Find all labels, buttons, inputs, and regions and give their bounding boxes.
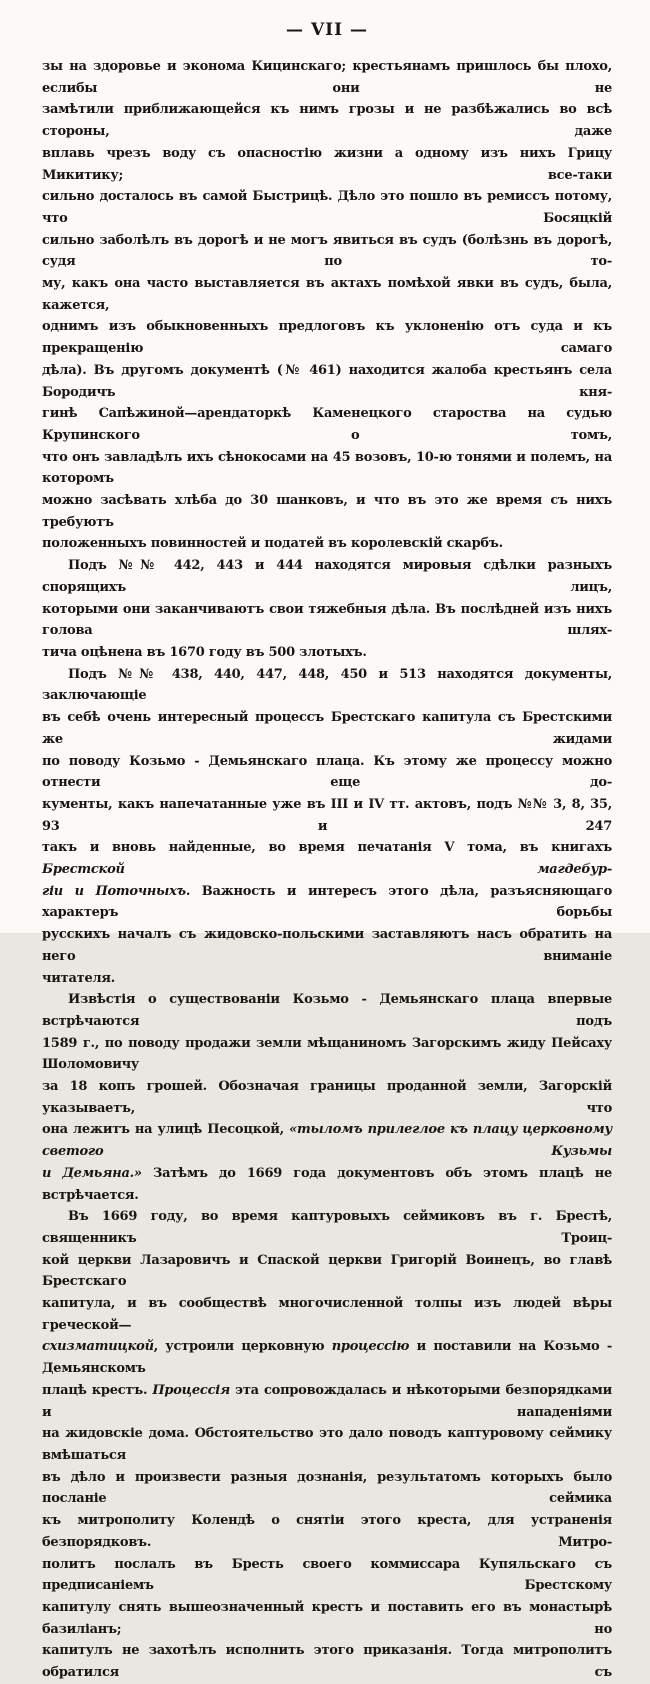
- text-line: [42, 230, 612, 273]
- text-segment: на жидовскіе дома. Обстоятельство это дало поводъ каптуровому сеймику вмѣшаться: [42, 1426, 612, 1463]
- text-line: [42, 490, 612, 533]
- italic-text-segment: гіи и Поточныхъ: [42, 883, 186, 899]
- text-segment: вплавь чрезъ воду съ опасностію жизни а одному изъ нихъ Грицу Микитику; все-таки: [42, 145, 612, 183]
- text-segment: и поставили на Козьмо - Демьянскомъ: [42, 1339, 612, 1377]
- text-line: [42, 1119, 612, 1162]
- text-segment: капитула, и въ сообществѣ многочисленной толпы изъ людей вѣры греческой—: [42, 1296, 612, 1333]
- text-segment: Подъ №№ 442, 443 и 444 находятся мировыя сдѣлки разныхъ спорящихъ лицъ,: [42, 558, 612, 595]
- text-line: [42, 273, 612, 316]
- text-line: [42, 794, 612, 837]
- text-segment: въ дѣло и произвести разныя дознанія, результатомъ которыхъ было посланіе сеймика: [42, 1469, 612, 1507]
- text-line: [42, 1510, 612, 1553]
- text-line: [42, 1336, 612, 1379]
- text-segment: замѣтили приближающейся къ нимъ грозы и не разбѣжались во всѣ стороны, даже: [42, 102, 612, 140]
- italic-text-segment: и Демьяна.»: [42, 1165, 142, 1181]
- text-line: [42, 186, 612, 229]
- text-segment: , устроили церковную: [153, 1339, 332, 1355]
- text-segment: сильно заболѣлъ въ дорогѣ и не могъ явиться въ судъ (болѣзнь въ дорогѣ, судя по то-: [42, 232, 612, 270]
- text-segment: къ митрополиту Колендѣ о снятіи этого креста, для устраненія безпорядковъ. Митро-: [42, 1513, 612, 1550]
- text-segment: она лежитъ на улицѣ Песоцкой,: [42, 1122, 290, 1138]
- text-line: [42, 56, 612, 99]
- text-line: [42, 555, 612, 598]
- text-segment: русскихъ началъ съ жидовско-польскими заставляютъ насъ обратить на него вниманіе: [42, 927, 612, 964]
- text-segment: Въ 1669 году, во время каптуровыхъ сеймиковъ въ г. Брестѣ, священникъ Троиц-: [42, 1209, 612, 1246]
- text-segment: читателя.: [42, 970, 116, 986]
- text-line: [42, 1293, 612, 1336]
- text-line: [42, 1206, 612, 1249]
- italic-text-segment: процессію: [331, 1339, 410, 1355]
- paragraph: [42, 555, 612, 664]
- text-line: [42, 143, 612, 186]
- text-segment: гинѣ Сапѣжиной—арендаторкѣ Каменецкого староства на судью Крупинского о томъ,: [42, 406, 612, 443]
- text-line: [42, 1163, 612, 1206]
- text-line: [42, 1033, 612, 1076]
- text-line: [42, 99, 612, 142]
- text-line: [42, 447, 612, 490]
- paragraph: [42, 1206, 612, 1683]
- text-line: [42, 1640, 612, 1683]
- text-segment: капитулу снять вышеозначенный крестъ и поставить его въ монастырѣ базиліанъ; но: [42, 1599, 612, 1637]
- text-line: [42, 403, 612, 446]
- text-line: [42, 642, 612, 664]
- page-body: [42, 56, 612, 1684]
- text-line: [42, 599, 612, 642]
- text-line: [42, 1597, 612, 1640]
- text-segment: дѣла). Въ другомъ документѣ (№ 461) находится жалоба крестьянъ села Бородичъ кня-: [42, 362, 612, 400]
- italic-text-segment: схизматицкой: [42, 1339, 154, 1355]
- text-segment: за 18 копъ грошей. Обозначая границы проданной земли, Загорскій указываетъ, что: [42, 1079, 612, 1116]
- paragraph: [42, 989, 612, 1206]
- text-segment: кой церкви Лазаровичъ и Спаской церкви Григорій Воинецъ, во главѣ Брестскаго: [42, 1252, 612, 1290]
- text-segment: Затѣмъ до 1669 года документовъ объ этомъ плацѣ не встрѣчается.: [42, 1165, 612, 1203]
- text-line: [42, 1554, 612, 1597]
- text-line: [42, 989, 612, 1032]
- text-segment: что онъ завладѣлъ ихъ сѣнокосами на 45 возовъ, 10-ю тонями и полемъ, на которомъ: [42, 449, 612, 487]
- text-segment: 1589 г., по поводу продажи земли мѣщаниномъ Загорскимъ жиду Пейсаху Шоломовичу: [42, 1035, 612, 1073]
- text-segment: которыми они заканчиваютъ свои тяжебныя дѣла. Въ послѣдней изъ нихъ голова шлях-: [42, 601, 612, 639]
- text-segment: капитулъ не захотѣлъ исполнить этого приказанія. Тогда митрополитъ обратился съ: [42, 1643, 612, 1681]
- text-segment: однимъ изъ обыкновенныхъ предлоговъ къ уклоненію отъ суда и къ прекращенію самаго: [42, 319, 612, 357]
- text-segment: тича оцѣнена въ 1670 году въ 500 злотыхъ.: [42, 644, 367, 660]
- page-number-header: — VII —: [286, 20, 368, 40]
- text-line: [42, 1380, 612, 1423]
- text-line: [42, 881, 612, 924]
- text-segment: положенныхъ повинностей и податей въ королевскій скарбъ.: [42, 536, 503, 552]
- text-segment: . Важность и интересъ этого дѣла, разъясняющаго характеръ борьбы: [42, 883, 612, 921]
- text-segment: Извѣстія о существованіи Козьмо - Демьянскаго плаца впервые встрѣчаются подъ: [42, 992, 612, 1029]
- paragraph: [42, 56, 612, 555]
- text-segment: зы на здоровье и эконома Кицинскаго; крестьянамъ пришлось бы плохо, еслибы они не: [42, 59, 612, 96]
- text-line: [42, 360, 612, 403]
- text-line: [42, 1467, 612, 1510]
- text-segment: по поводу Козьмо - Демьянскаго плаца. Къ этому же процессу можно отнести еще до-: [42, 753, 612, 791]
- text-line: [42, 1076, 612, 1119]
- italic-text-segment: Брестской магдебур-: [42, 862, 612, 878]
- text-line: [42, 1423, 612, 1466]
- text-segment: кументы, какъ напечатанные уже въ III и IV тт. актовъ, подъ №№ 3, 8, 35, 93 и 247: [42, 796, 612, 834]
- text-line: [42, 968, 612, 990]
- text-segment: политъ послалъ въ Бресть своего коммиссара Купяльскаго съ предписаніемъ Брестскому: [42, 1556, 612, 1594]
- text-line: [42, 533, 612, 555]
- text-line: [42, 924, 612, 967]
- text-segment: такъ и вновь найденные, во время печатанія V тома, въ книгахъ: [42, 840, 612, 856]
- text-segment: плацѣ крестъ.: [42, 1382, 153, 1398]
- italic-text-segment: Процессія: [152, 1382, 231, 1398]
- text-segment: эта сопровождалась и нѣкоторыми безпорядками и нападеніями: [42, 1382, 612, 1420]
- text-line: [42, 751, 612, 794]
- text-segment: Подъ №№ 438, 440, 447, 448, 450 и 513 находятся документы, заключающіе: [42, 666, 612, 704]
- text-line: [42, 1250, 612, 1293]
- paragraph: [42, 664, 612, 990]
- text-line: [42, 316, 612, 359]
- text-line: [42, 664, 612, 707]
- text-segment: сильно досталось въ самой Быстрицѣ. Дѣло это пошло въ ремиссъ потому, что Босяцкій: [42, 189, 612, 226]
- text-segment: въ себѣ очень интересный процессъ Брестскаго капитула съ Брестскими же жидами: [42, 710, 612, 747]
- text-segment: му, какъ она часто выставляется въ актахъ помѣхой явки въ судъ, была, кажется,: [42, 276, 612, 313]
- italic-text-segment: «тыломъ прилеглое къ плацу церковному светого Кузьмы: [42, 1122, 612, 1160]
- text-segment: можно засѣвать хлѣба до 30 шанковъ, и что въ это же время съ нихъ требуютъ: [42, 493, 612, 530]
- text-line: [42, 707, 612, 750]
- text-line: [42, 837, 612, 880]
